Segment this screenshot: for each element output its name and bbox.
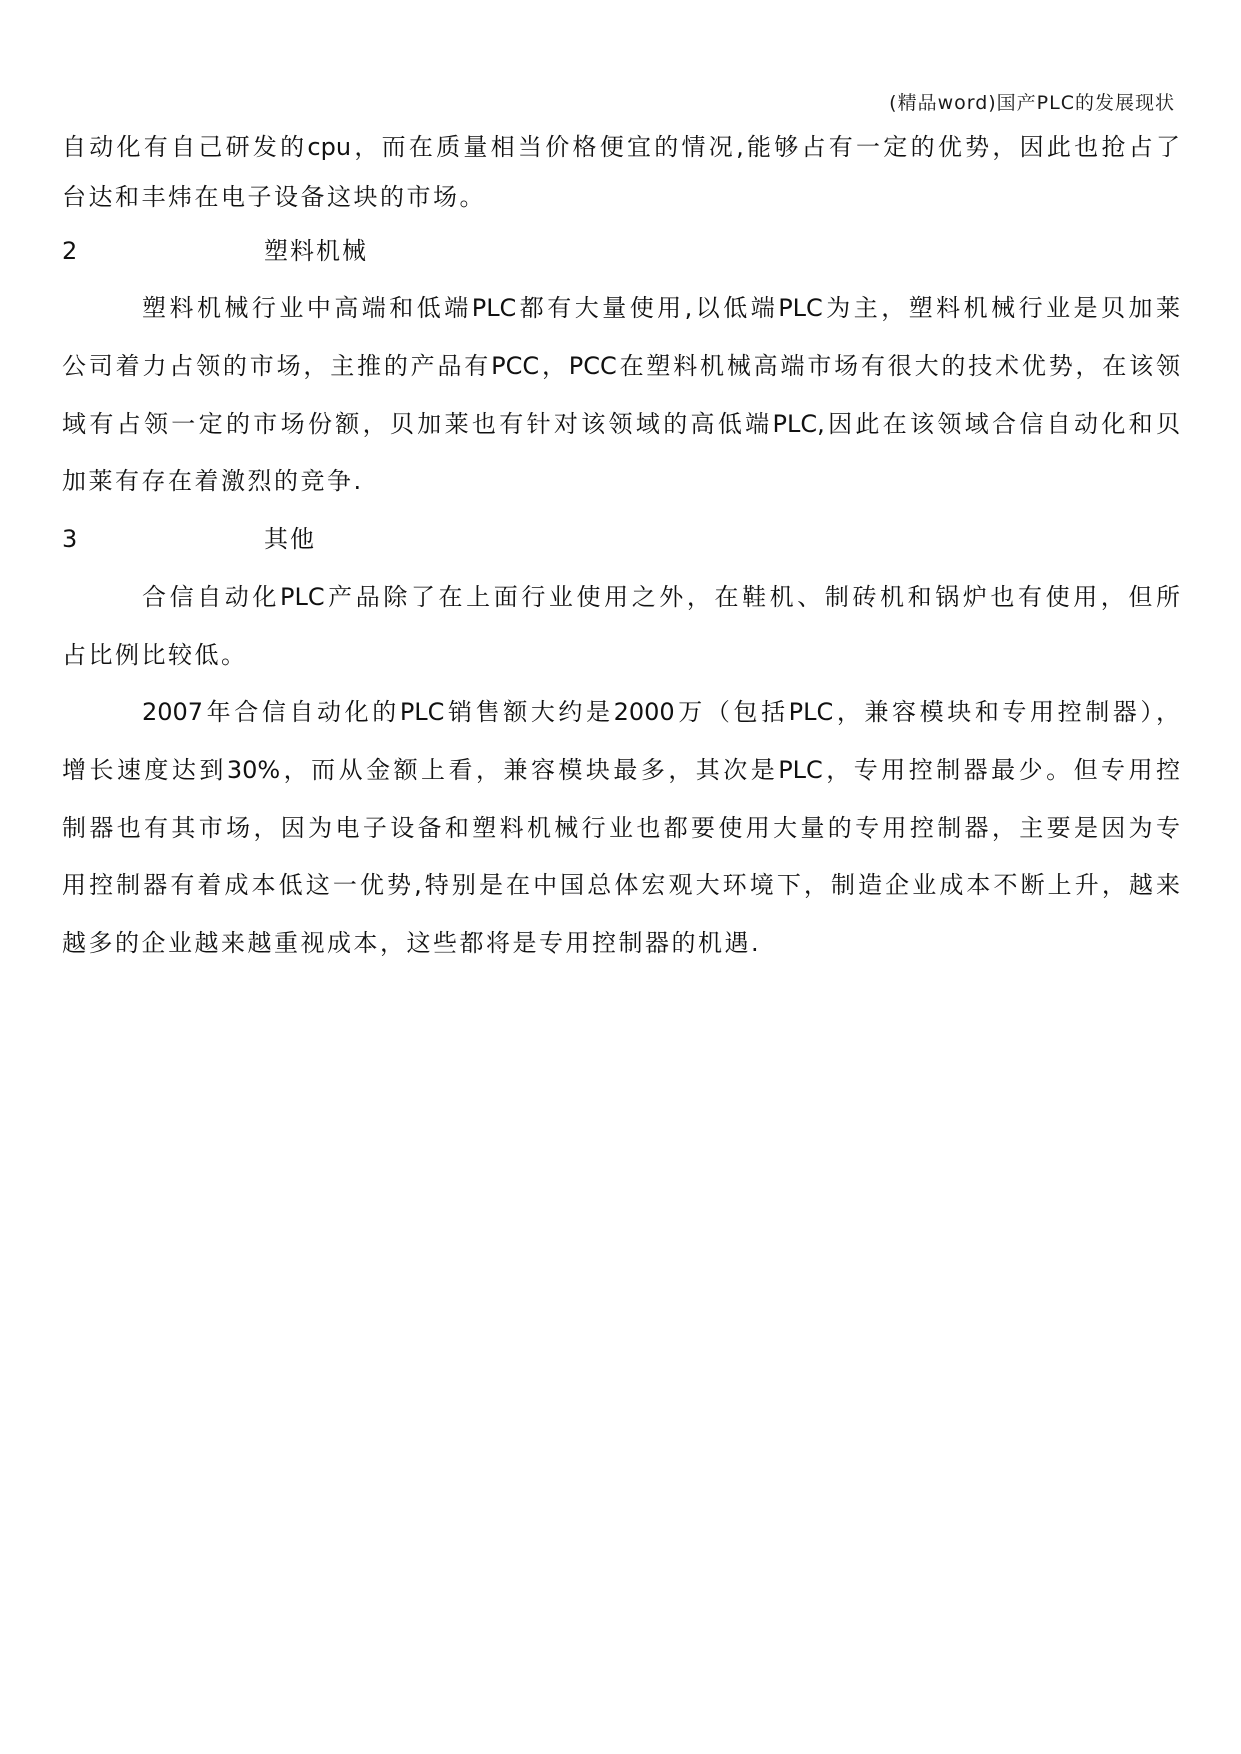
section-2-para-line-1: 塑料机械行业中高端和低端PLC都有大量使用,以低端PLC为主，塑料机械行业是贝加莱	[142, 294, 1180, 322]
intro-line-2: 台达和丰炜在电子设备这块的市场。	[62, 183, 486, 211]
section-2-para-line-4: 加莱有存在着激烈的竞争.	[62, 467, 364, 495]
section-2-para-line-3: 域有占领一定的市场份额，贝加莱也有针对该领域的高低端PLC,因此在该领域合信自动化和贝	[62, 410, 1180, 438]
section-3-para-1-line-1: 合信自动化PLC产品除了在上面行业使用之外，在鞋机、制砖机和锅炉也有使用，但所	[142, 583, 1180, 611]
section-3-para-2-line-2: 增长速度达到30%，而从金额上看，兼容模块最多，其次是PLC，专用控制器最少。但专用控	[62, 756, 1180, 784]
section-3-para-2-line-3: 制器也有其市场，因为电子设备和塑料机械行业也都要使用大量的专用控制器，主要是因为专	[62, 814, 1180, 842]
section-3-para-2-line-1: 2007年合信自动化的PLC销售额大约是2000万（包括PLC，兼容模块和专用控制器），	[142, 698, 1180, 726]
running-header: (精品word)国产PLC的发展现状	[889, 92, 1175, 114]
section-3-para-2-line-4: 用控制器有着成本低这一优势,特别是在中国总体宏观大环境下，制造企业成本不断上升，越来	[62, 871, 1180, 899]
section-3-para-1-line-2: 占比例比较低。	[62, 641, 248, 669]
section-2-para-line-2: 公司着力占领的市场，主推的产品有PCC，PCC在塑料机械高端市场有很大的技术优势，在该领	[62, 352, 1180, 380]
intro-line-1: 自动化有自己研发的cpu，而在质量相当价格便宜的情况,能够占有一定的优势，因此也抢占了	[62, 133, 1180, 161]
section-2-number: 2	[62, 237, 78, 265]
section-3-number: 3	[62, 525, 78, 553]
section-3-para-2-line-5: 越多的企业越来越重视成本，这些都将是专用控制器的机遇.	[62, 929, 762, 957]
section-2-title: 塑料机械	[264, 237, 368, 265]
section-3-title: 其他	[264, 525, 316, 553]
